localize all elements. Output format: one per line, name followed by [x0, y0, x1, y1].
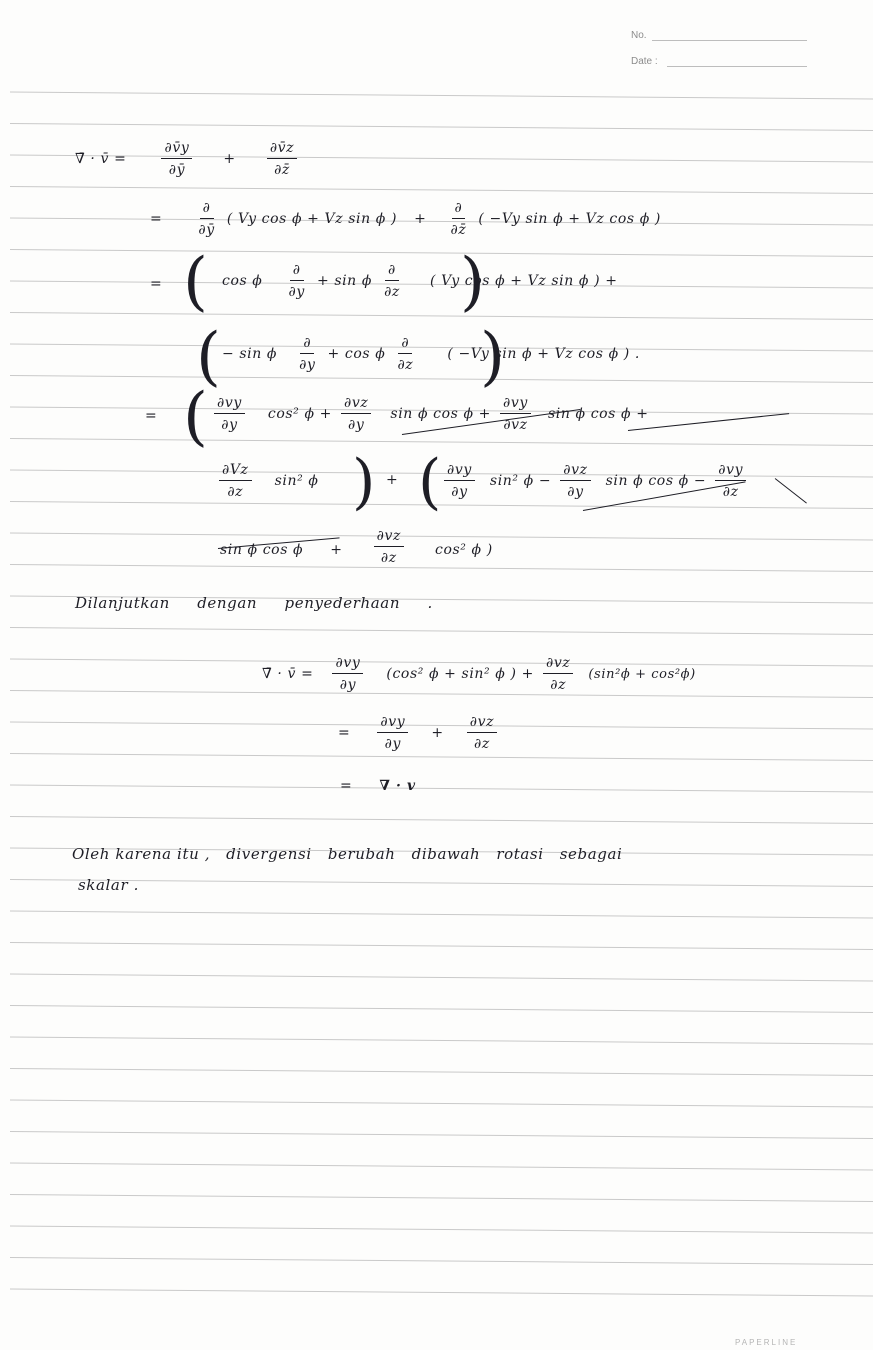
derivation-line-6b	[440, 462, 750, 500]
simplification-line-2	[338, 714, 501, 752]
ruled-line	[10, 1132, 873, 1139]
term: sin ϕ cos ϕ +	[547, 406, 649, 422]
term: + sin ϕ	[316, 273, 372, 289]
ruled-line	[10, 880, 873, 887]
big-left-paren: (	[418, 447, 442, 517]
conclusion-line-2: skalar .	[78, 876, 139, 894]
ruled-line	[10, 974, 873, 981]
fraction: $\frac{\partial}{\partial y}$	[299, 335, 316, 373]
fraction: $\frac{\partial}{\partial ȳ}$	[198, 200, 215, 238]
big-left-paren: (	[183, 245, 208, 319]
term: − sin ϕ	[222, 346, 278, 362]
big-right-paren: )	[352, 447, 376, 517]
simplification-line-1	[262, 655, 696, 693]
term: sin ϕ cos ϕ −	[605, 473, 707, 489]
equals-sign: =	[340, 778, 353, 794]
ruled-line	[10, 376, 873, 383]
fraction: $\frac{\partial vz}{\partial y}$	[560, 462, 590, 500]
ruled-line	[10, 1006, 873, 1013]
note-continued: Dilanjutkan dengan penyederhaan .	[75, 594, 433, 612]
fraction: $\frac{\partial vz}{\partial z}$	[374, 528, 404, 566]
derivation-line-4	[222, 335, 640, 373]
ruled-line	[10, 1289, 873, 1296]
plus-sign: +	[431, 725, 444, 741]
fraction: $\frac{\partial vz}{\partial y}$	[341, 395, 371, 433]
ruled-line	[10, 1037, 873, 1044]
no-label: No.	[631, 30, 647, 41]
fraction: $\frac{\partial}{\partial z}$	[397, 335, 414, 373]
derivation-line-5	[210, 395, 649, 433]
fraction: $\frac{\partial vy}{\partial vz}$	[500, 395, 531, 433]
lhs-div-v: ∇̄ · v̄ =	[75, 151, 127, 167]
ruled-line	[10, 502, 873, 509]
ruled-line	[10, 943, 873, 950]
plus-sign: +	[330, 542, 343, 558]
nabla-dot-v: ∇ · v	[379, 778, 416, 794]
term: ( −Vy sin ϕ + Vz cos ϕ )	[478, 211, 661, 227]
term: sin ϕ cos ϕ +	[390, 406, 491, 422]
fraction: $\frac{\partial}{\partial y}$	[288, 262, 305, 300]
fraction: $\frac{\partial vz}{\partial z}$	[543, 655, 573, 693]
plus-sign: +	[223, 151, 236, 167]
ruled-line	[10, 817, 873, 824]
ruled-line	[10, 1226, 873, 1233]
fraction: $\frac{\partial vy}{\partial y}$	[444, 462, 475, 500]
big-left-paren: (	[196, 320, 221, 394]
equals-sign: =	[150, 276, 163, 292]
equals-sign: =	[145, 408, 158, 424]
fraction: $\frac{\partial vz}{\partial z}$	[467, 714, 497, 752]
ruled-line	[10, 911, 873, 918]
paperline-watermark: PAPERLINE	[735, 1338, 798, 1347]
fraction: $\frac{\partial Vz}{\partial z}$	[219, 462, 252, 500]
ruled-line	[10, 1163, 873, 1170]
big-right-paren: )	[480, 320, 505, 394]
derivation-line-3	[222, 262, 618, 300]
ruled-line	[10, 439, 873, 446]
ruled-line	[10, 628, 873, 635]
term: (sin²ϕ + cos²ϕ)	[588, 667, 696, 682]
term: ( Vy cos ϕ + Vz sin ϕ ) +	[429, 273, 618, 289]
fraction: $\frac{\partial}{\partial z̄}$	[450, 200, 467, 238]
equals-sign: =	[150, 211, 163, 227]
fraction: $\frac{\partial}{\partial z}$	[384, 262, 400, 300]
ruled-line	[10, 250, 873, 257]
term: ( −Vy sin ϕ + Vz cos ϕ ) .	[447, 346, 640, 362]
big-right-paren: )	[460, 245, 485, 319]
term: sin ϕ cos ϕ	[220, 542, 304, 558]
derivation-line-6	[215, 462, 318, 500]
derivation-line-7	[220, 528, 493, 566]
big-left-paren: (	[183, 380, 208, 454]
derivation-line-2	[150, 200, 661, 238]
lhs-div-v: ∇̄ · v̄ =	[262, 666, 314, 682]
ruled-line	[10, 754, 873, 761]
term: cos² ϕ )	[435, 542, 493, 558]
conclusion-line-1: Oleh karena itu , divergensi berubah dibawah rotasi sebagai	[72, 845, 623, 863]
ruled-line	[10, 1195, 873, 1202]
fraction: $\frac{\partial vy}{\partial y}$	[377, 714, 408, 752]
plus-sign: +	[414, 211, 427, 227]
ruled-line	[10, 92, 873, 99]
fraction: $\frac{\partial v̄y}{\partial ȳ}$	[161, 140, 192, 178]
term: (cos² ϕ + sin² ϕ ) +	[386, 666, 534, 682]
simplification-line-3	[340, 778, 416, 794]
ruled-line	[10, 124, 873, 131]
date-label: Date :	[631, 56, 658, 67]
term: cos ϕ	[222, 273, 263, 289]
ruled-line	[10, 187, 873, 194]
term: ( Vy cos ϕ + Vz sin ϕ )	[226, 211, 398, 227]
ruled-line	[10, 1258, 873, 1265]
derivation-line-1	[75, 140, 301, 178]
ruled-line	[10, 785, 873, 792]
fraction: $\frac{\partial vy}{\partial y}$	[332, 655, 363, 693]
fraction: $\frac{\partial vy}{\partial z}$	[715, 462, 746, 500]
plus-sign: +	[386, 472, 399, 488]
ruled-line	[10, 313, 873, 320]
fraction: $\frac{\partial vy}{\partial y}$	[214, 395, 245, 433]
ruled-line	[10, 1100, 873, 1107]
term: sin² ϕ	[274, 473, 319, 489]
equals-sign: =	[338, 725, 351, 741]
fraction: $\frac{\partial v̄z}{\partial z̄}$	[267, 140, 297, 178]
term: + cos ϕ	[327, 346, 386, 362]
term: sin² ϕ −	[489, 473, 552, 489]
ruled-line	[10, 1069, 873, 1076]
term: cos² ϕ +	[267, 406, 332, 422]
